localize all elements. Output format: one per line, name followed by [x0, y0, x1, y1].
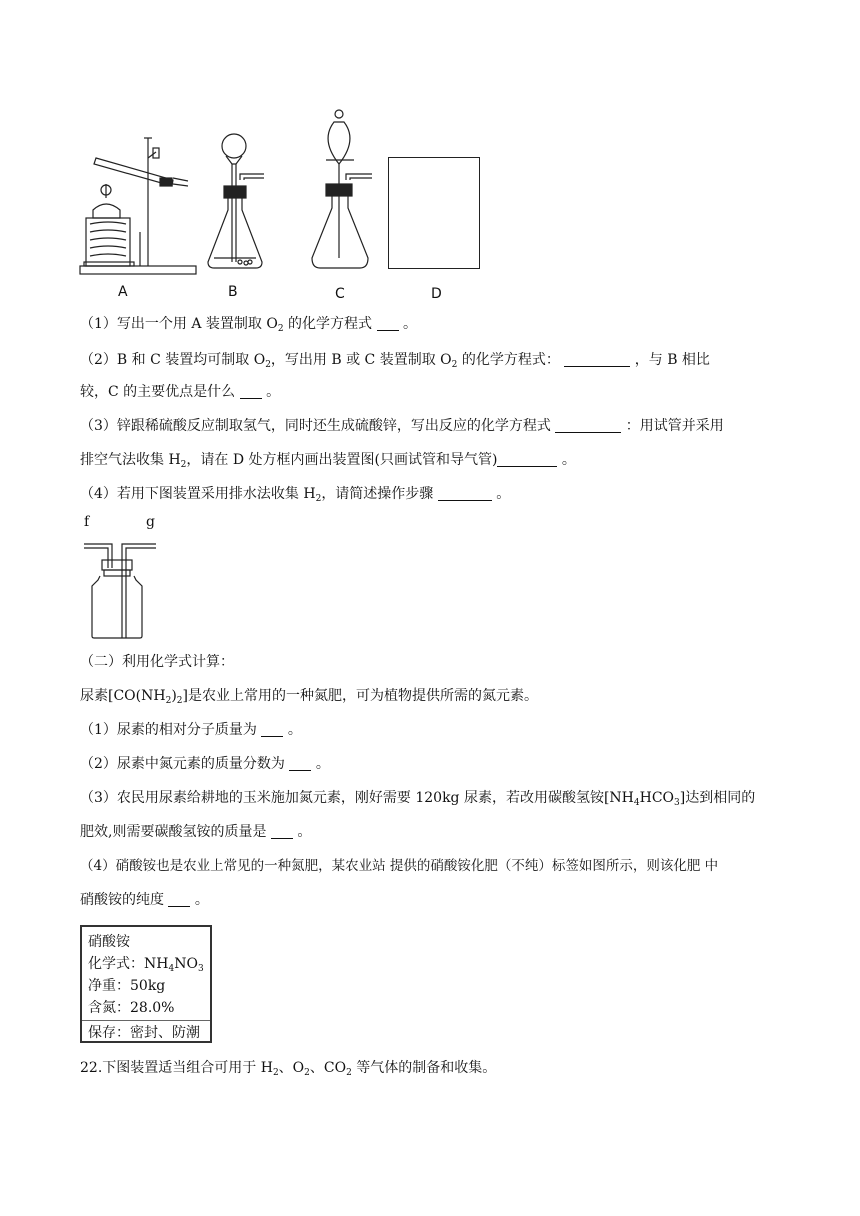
urea-question-4-line-1: （4）硝酸铵也是农业上常见的一种氮肥，某农业站 提供的硝酸铵化肥（不纯）标签如图所示，则该化肥 中 — [80, 858, 719, 874]
question-2-line-1: （2）B 和 C 装置均可制取 $O_2$，写出用 B 或 C 装置制取 $O_2$ 的化学方程式： ，与 B 相比 — [80, 352, 710, 370]
answer-blank[interactable] — [564, 351, 630, 367]
answer-blank[interactable] — [240, 383, 262, 399]
question-3-line-1: （3）锌跟稀硫酸反应制取氢气，同时还生成硫酸锌，写出反应的化学方程式 ：用试管并采用 — [80, 418, 724, 434]
question-4: （4）若用下图装置采用排水法收集 $H_2$，请简述操作步骤 。 — [80, 486, 511, 504]
label-name: 硝酸铵 — [88, 934, 130, 950]
apparatus-d-box — [388, 157, 480, 269]
urea-question-3-line-2: 肥效,则需要碳酸氢铵的质量是 。 — [80, 824, 312, 840]
answer-blank[interactable] — [168, 891, 190, 907]
section-2-title: （二）利用化学式计算： — [80, 654, 234, 670]
label-nitrogen: 含氮：28.0% — [88, 1000, 175, 1016]
answer-blank[interactable] — [497, 451, 557, 467]
fertilizer-label — [80, 925, 212, 1043]
question-2-line-2: 较，C 的主要优点是什么 。 — [80, 384, 281, 400]
apparatus-d-label: D — [431, 286, 442, 302]
answer-blank[interactable] — [438, 485, 492, 501]
question-1: （1）写出一个用 A 装置制取 $O_2$ 的化学方程式 。 — [80, 316, 417, 334]
urea-question-4-line-2: 硝酸铵的纯度 。 — [80, 892, 209, 908]
gas-bottle-figure — [82, 538, 162, 642]
question-22: 22.下图装置适当组合可用于 $H_2$、$O_2$、$CO_2$ 等气体的制备和收集。 — [80, 1060, 497, 1078]
answer-blank[interactable] — [377, 315, 399, 331]
urea-question-2: （2）尿素中氮元素的质量分数为 。 — [80, 756, 330, 772]
apparatus-c-figure — [306, 108, 376, 272]
answer-blank[interactable] — [271, 823, 293, 839]
apparatus-c-label: C — [335, 286, 345, 302]
apparatus-b-figure — [204, 130, 270, 272]
apparatus-a-figure — [78, 128, 198, 276]
answer-blank[interactable] — [261, 721, 283, 737]
urea-question-3-line-1: （3）农民用尿素给耕地的玉米施加氮元素，刚好需要 120kg 尿素，若改用碳酸氢铵$[NH_4HCO_3]$达到相同的 — [80, 790, 756, 808]
apparatus-b-label: B — [228, 284, 238, 300]
answer-blank[interactable] — [555, 417, 621, 433]
bottle-label-g: g — [146, 514, 155, 530]
label-weight: 净重：50kg — [88, 978, 166, 994]
answer-blank[interactable] — [289, 755, 311, 771]
urea-intro: 尿素$[CO(NH_2)_2]$是农业上常用的一种氮肥，可为植物提供所需的氮元素。 — [80, 688, 538, 706]
bottle-label-f: f — [84, 514, 90, 530]
apparatus-a-label: A — [118, 284, 128, 300]
urea-question-1: （1）尿素的相对分子质量为 。 — [80, 722, 302, 738]
label-storage: 保存：密封、防潮 — [88, 1025, 200, 1041]
label-divider — [82, 1020, 210, 1021]
label-formula: 化学式：$NH_4NO_3$ — [88, 956, 204, 974]
question-3-line-2: 排空气法收集 $H_2$，请在 D 处方框内画出装置图(只画试管和导气管) 。 — [80, 452, 576, 470]
